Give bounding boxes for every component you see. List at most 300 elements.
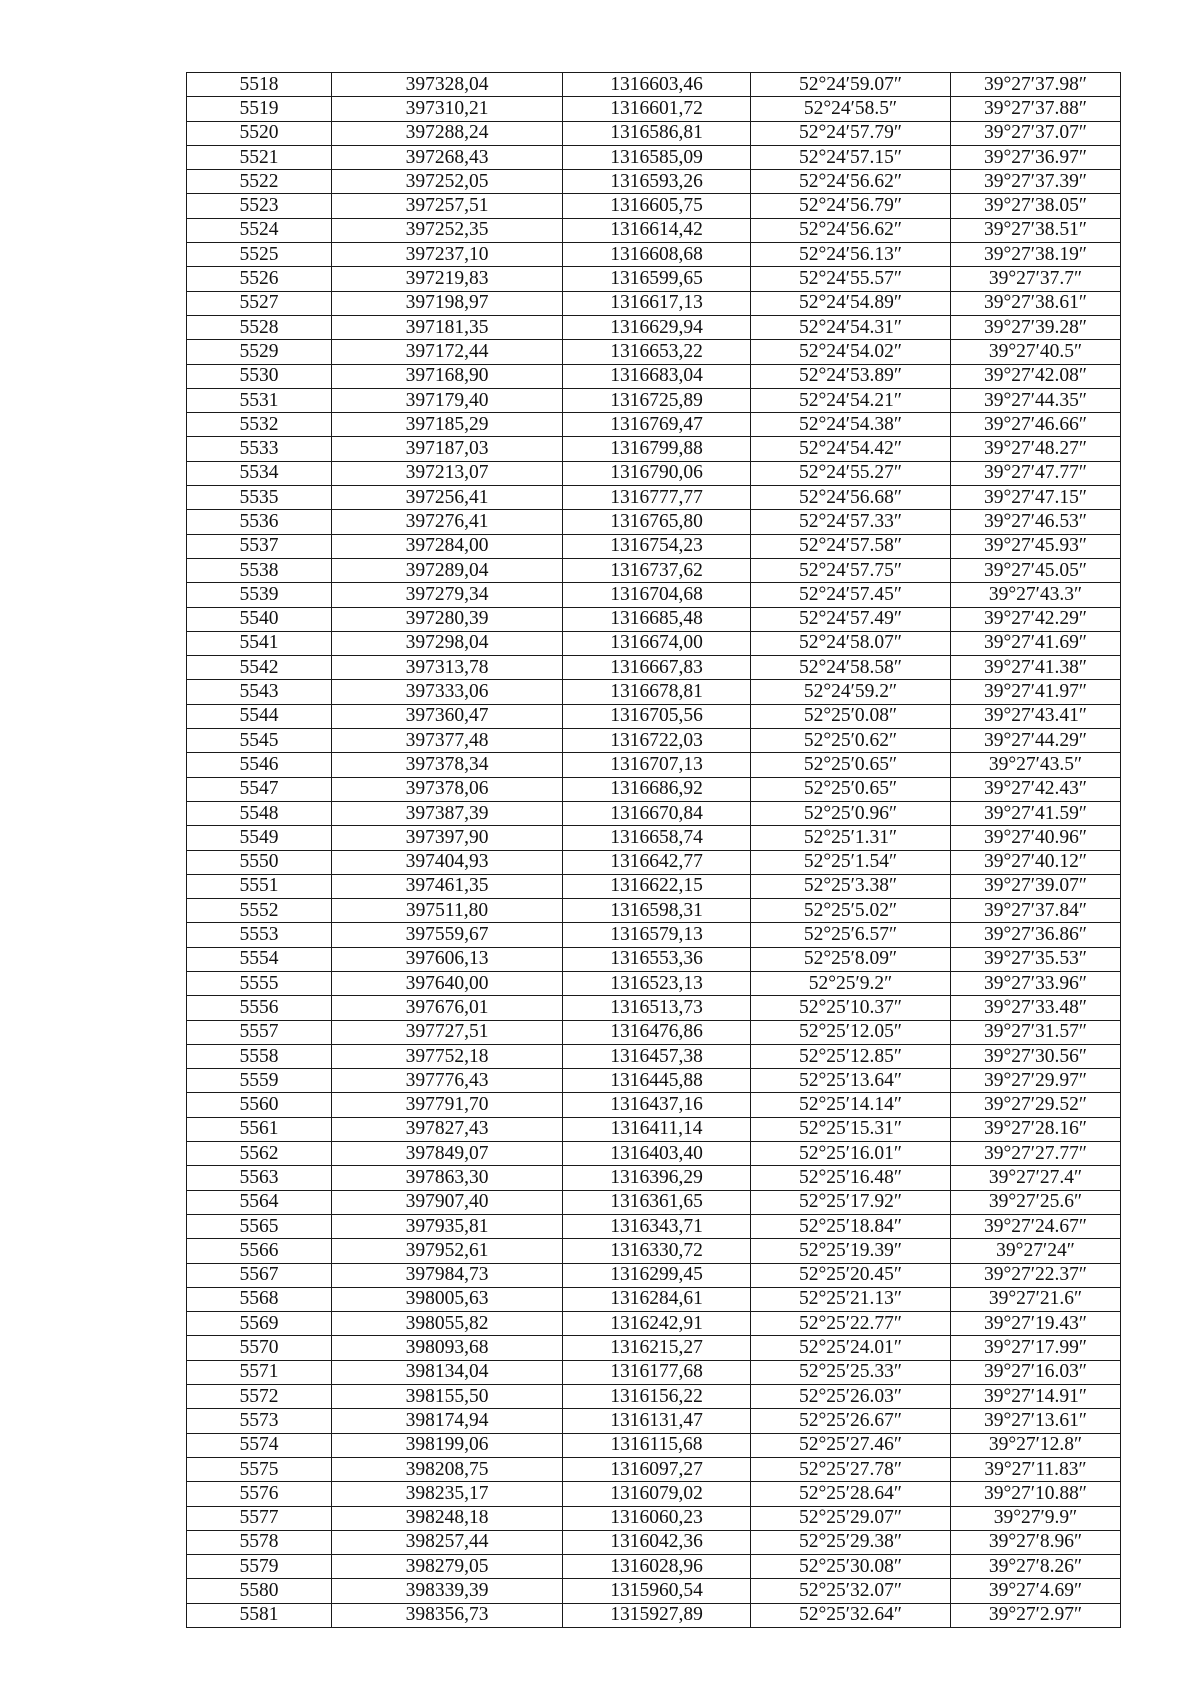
table-row	[187, 461, 1121, 485]
latitude-cell: 52°24′58.58″	[751, 656, 951, 680]
y-coordinate-cell: 1316670,84	[563, 801, 751, 825]
x-coordinate-cell: 398134,04	[332, 1360, 563, 1384]
table-row	[187, 996, 1121, 1020]
table-row	[187, 388, 1121, 412]
x-coordinate-cell: 397310,21	[332, 97, 563, 121]
latitude-cell: 52°24′55.57″	[751, 267, 951, 291]
point-number-cell: 5547	[187, 777, 332, 801]
y-coordinate-cell: 1316769,47	[563, 413, 751, 437]
longitude-cell: 39°27′25.6″	[951, 1190, 1121, 1214]
y-coordinate-cell: 1315960,54	[563, 1579, 751, 1603]
table-row	[187, 510, 1121, 534]
table-row	[187, 243, 1121, 267]
x-coordinate-cell: 397952,61	[332, 1239, 563, 1263]
latitude-cell: 52°25′26.03″	[751, 1385, 951, 1409]
longitude-cell: 39°27′9.9″	[951, 1506, 1121, 1530]
y-coordinate-cell: 1316614,42	[563, 218, 751, 242]
point-number-cell: 5573	[187, 1409, 332, 1433]
point-number-cell: 5545	[187, 729, 332, 753]
y-coordinate-cell: 1316725,89	[563, 388, 751, 412]
latitude-cell: 52°24′59.2″	[751, 680, 951, 704]
y-coordinate-cell: 1316177,68	[563, 1360, 751, 1384]
y-coordinate-cell: 1316754,23	[563, 534, 751, 558]
point-number-cell: 5554	[187, 947, 332, 971]
x-coordinate-cell: 397219,83	[332, 267, 563, 291]
point-number-cell: 5542	[187, 656, 332, 680]
x-coordinate-cell: 397377,48	[332, 729, 563, 753]
table-row	[187, 1457, 1121, 1481]
x-coordinate-cell: 397461,35	[332, 874, 563, 898]
point-number-cell: 5543	[187, 680, 332, 704]
longitude-cell: 39°27′30.56″	[951, 1044, 1121, 1068]
y-coordinate-cell: 1316403,40	[563, 1142, 751, 1166]
x-coordinate-cell: 397378,34	[332, 753, 563, 777]
y-coordinate-cell: 1316707,13	[563, 753, 751, 777]
point-number-cell: 5577	[187, 1506, 332, 1530]
x-coordinate-cell: 398339,39	[332, 1579, 563, 1603]
latitude-cell: 52°24′57.33″	[751, 510, 951, 534]
point-number-cell: 5574	[187, 1433, 332, 1457]
longitude-cell: 39°27′33.48″	[951, 996, 1121, 1020]
y-coordinate-cell: 1316678,81	[563, 680, 751, 704]
longitude-cell: 39°27′39.07″	[951, 874, 1121, 898]
table-row	[187, 145, 1121, 169]
latitude-cell: 52°25′0.65″	[751, 777, 951, 801]
x-coordinate-cell: 398208,75	[332, 1457, 563, 1481]
point-number-cell: 5566	[187, 1239, 332, 1263]
longitude-cell: 39°27′22.37″	[951, 1263, 1121, 1287]
table-row	[187, 729, 1121, 753]
longitude-cell: 39°27′40.5″	[951, 340, 1121, 364]
y-coordinate-cell: 1316667,83	[563, 656, 751, 680]
latitude-cell: 52°25′0.65″	[751, 753, 951, 777]
longitude-cell: 39°27′12.8″	[951, 1433, 1121, 1457]
y-coordinate-cell: 1316704,68	[563, 583, 751, 607]
table-row	[187, 364, 1121, 388]
x-coordinate-cell: 397168,90	[332, 364, 563, 388]
x-coordinate-cell: 397935,81	[332, 1214, 563, 1238]
x-coordinate-cell: 397360,47	[332, 704, 563, 728]
y-coordinate-cell: 1316737,62	[563, 558, 751, 582]
point-number-cell: 5540	[187, 607, 332, 631]
point-number-cell: 5572	[187, 1385, 332, 1409]
table-row	[187, 1020, 1121, 1044]
x-coordinate-cell: 397791,70	[332, 1093, 563, 1117]
latitude-cell: 52°24′54.02″	[751, 340, 951, 364]
longitude-cell: 39°27′48.27″	[951, 437, 1121, 461]
point-number-cell: 5525	[187, 243, 332, 267]
longitude-cell: 39°27′42.43″	[951, 777, 1121, 801]
point-number-cell: 5537	[187, 534, 332, 558]
point-number-cell: 5518	[187, 73, 332, 97]
longitude-cell: 39°27′13.61″	[951, 1409, 1121, 1433]
point-number-cell: 5528	[187, 315, 332, 339]
longitude-cell: 39°27′43.5″	[951, 753, 1121, 777]
longitude-cell: 39°27′47.77″	[951, 461, 1121, 485]
table-row	[187, 73, 1121, 97]
longitude-cell: 39°27′41.97″	[951, 680, 1121, 704]
x-coordinate-cell: 397676,01	[332, 996, 563, 1020]
latitude-cell: 52°25′19.39″	[751, 1239, 951, 1263]
latitude-cell: 52°25′0.08″	[751, 704, 951, 728]
latitude-cell: 52°25′3.38″	[751, 874, 951, 898]
table-row	[187, 558, 1121, 582]
table-row	[187, 1603, 1121, 1627]
y-coordinate-cell: 1316097,27	[563, 1457, 751, 1481]
table-row	[187, 267, 1121, 291]
latitude-cell: 52°25′24.01″	[751, 1336, 951, 1360]
x-coordinate-cell: 397559,67	[332, 923, 563, 947]
y-coordinate-cell: 1316683,04	[563, 364, 751, 388]
latitude-cell: 52°25′22.77″	[751, 1312, 951, 1336]
table-row	[187, 1069, 1121, 1093]
x-coordinate-cell: 398093,68	[332, 1336, 563, 1360]
table-row	[187, 680, 1121, 704]
table-row	[187, 1287, 1121, 1311]
x-coordinate-cell: 397333,06	[332, 680, 563, 704]
point-number-cell: 5556	[187, 996, 332, 1020]
longitude-cell: 39°27′37.07″	[951, 121, 1121, 145]
point-number-cell: 5555	[187, 971, 332, 995]
longitude-cell: 39°27′24.67″	[951, 1214, 1121, 1238]
y-coordinate-cell: 1316553,36	[563, 947, 751, 971]
longitude-cell: 39°27′37.84″	[951, 899, 1121, 923]
table-row	[187, 1239, 1121, 1263]
latitude-cell: 52°25′29.07″	[751, 1506, 951, 1530]
x-coordinate-cell: 397256,41	[332, 486, 563, 510]
point-number-cell: 5529	[187, 340, 332, 364]
y-coordinate-cell: 1316653,22	[563, 340, 751, 364]
longitude-cell: 39°27′47.15″	[951, 486, 1121, 510]
y-coordinate-cell: 1316476,86	[563, 1020, 751, 1044]
table-row	[187, 1530, 1121, 1554]
longitude-cell: 39°27′2.97″	[951, 1603, 1121, 1627]
y-coordinate-cell: 1316343,71	[563, 1214, 751, 1238]
point-number-cell: 5536	[187, 510, 332, 534]
y-coordinate-cell: 1316585,09	[563, 145, 751, 169]
longitude-cell: 39°27′40.12″	[951, 850, 1121, 874]
longitude-cell: 39°27′37.98″	[951, 73, 1121, 97]
y-coordinate-cell: 1316622,15	[563, 874, 751, 898]
table-row	[187, 704, 1121, 728]
longitude-cell: 39°27′39.28″	[951, 315, 1121, 339]
x-coordinate-cell: 397511,80	[332, 899, 563, 923]
point-number-cell: 5523	[187, 194, 332, 218]
table-row	[187, 534, 1121, 558]
x-coordinate-cell: 397404,93	[332, 850, 563, 874]
point-number-cell: 5538	[187, 558, 332, 582]
point-number-cell: 5526	[187, 267, 332, 291]
y-coordinate-cell: 1316799,88	[563, 437, 751, 461]
point-number-cell: 5576	[187, 1482, 332, 1506]
y-coordinate-cell: 1316605,75	[563, 194, 751, 218]
y-coordinate-cell: 1316028,96	[563, 1555, 751, 1579]
latitude-cell: 52°24′54.89″	[751, 291, 951, 315]
x-coordinate-cell: 397252,35	[332, 218, 563, 242]
latitude-cell: 52°24′57.58″	[751, 534, 951, 558]
x-coordinate-cell: 397984,73	[332, 1263, 563, 1287]
longitude-cell: 39°27′24″	[951, 1239, 1121, 1263]
latitude-cell: 52°24′57.49″	[751, 607, 951, 631]
point-number-cell: 5527	[187, 291, 332, 315]
table-row	[187, 1385, 1121, 1409]
longitude-cell: 39°27′38.19″	[951, 243, 1121, 267]
y-coordinate-cell: 1316523,13	[563, 971, 751, 995]
latitude-cell: 52°24′58.5″	[751, 97, 951, 121]
latitude-cell: 52°25′30.08″	[751, 1555, 951, 1579]
table-row	[187, 437, 1121, 461]
y-coordinate-cell: 1316457,38	[563, 1044, 751, 1068]
y-coordinate-cell: 1316131,47	[563, 1409, 751, 1433]
coordinates-page	[186, 72, 1120, 1628]
coordinates-table	[186, 72, 1121, 1628]
table-row	[187, 874, 1121, 898]
table-row	[187, 947, 1121, 971]
x-coordinate-cell: 397397,90	[332, 826, 563, 850]
table-row	[187, 486, 1121, 510]
longitude-cell: 39°27′36.86″	[951, 923, 1121, 947]
latitude-cell: 52°25′27.78″	[751, 1457, 951, 1481]
latitude-cell: 52°25′0.62″	[751, 729, 951, 753]
longitude-cell: 39°27′45.05″	[951, 558, 1121, 582]
y-coordinate-cell: 1316629,94	[563, 315, 751, 339]
x-coordinate-cell: 397257,51	[332, 194, 563, 218]
point-number-cell: 5546	[187, 753, 332, 777]
point-number-cell: 5551	[187, 874, 332, 898]
y-coordinate-cell: 1316790,06	[563, 461, 751, 485]
table-row	[187, 1579, 1121, 1603]
latitude-cell: 52°25′17.92″	[751, 1190, 951, 1214]
latitude-cell: 52°25′16.01″	[751, 1142, 951, 1166]
x-coordinate-cell: 398248,18	[332, 1506, 563, 1530]
latitude-cell: 52°24′57.75″	[751, 558, 951, 582]
table-row	[187, 1044, 1121, 1068]
x-coordinate-cell: 397172,44	[332, 340, 563, 364]
point-number-cell: 5570	[187, 1336, 332, 1360]
latitude-cell: 52°24′54.21″	[751, 388, 951, 412]
longitude-cell: 39°27′10.88″	[951, 1482, 1121, 1506]
latitude-cell: 52°25′1.31″	[751, 826, 951, 850]
point-number-cell: 5559	[187, 1069, 332, 1093]
y-coordinate-cell: 1316079,02	[563, 1482, 751, 1506]
y-coordinate-cell: 1316586,81	[563, 121, 751, 145]
longitude-cell: 39°27′11.83″	[951, 1457, 1121, 1481]
x-coordinate-cell: 397776,43	[332, 1069, 563, 1093]
latitude-cell: 52°24′54.38″	[751, 413, 951, 437]
y-coordinate-cell: 1316579,13	[563, 923, 751, 947]
latitude-cell: 52°24′57.45″	[751, 583, 951, 607]
table-row	[187, 631, 1121, 655]
table-row	[187, 899, 1121, 923]
y-coordinate-cell: 1316215,27	[563, 1336, 751, 1360]
x-coordinate-cell: 398155,50	[332, 1385, 563, 1409]
y-coordinate-cell: 1316330,72	[563, 1239, 751, 1263]
point-number-cell: 5544	[187, 704, 332, 728]
latitude-cell: 52°24′56.62″	[751, 218, 951, 242]
x-coordinate-cell: 397187,03	[332, 437, 563, 461]
y-coordinate-cell: 1316284,61	[563, 1287, 751, 1311]
table-row	[187, 413, 1121, 437]
point-number-cell: 5530	[187, 364, 332, 388]
point-number-cell: 5519	[187, 97, 332, 121]
point-number-cell: 5553	[187, 923, 332, 947]
table-row	[187, 826, 1121, 850]
x-coordinate-cell: 397237,10	[332, 243, 563, 267]
x-coordinate-cell: 398199,06	[332, 1433, 563, 1457]
point-number-cell: 5578	[187, 1530, 332, 1554]
table-row	[187, 583, 1121, 607]
longitude-cell: 39°27′19.43″	[951, 1312, 1121, 1336]
table-row	[187, 777, 1121, 801]
x-coordinate-cell: 397280,39	[332, 607, 563, 631]
table-row	[187, 801, 1121, 825]
y-coordinate-cell: 1316437,16	[563, 1093, 751, 1117]
point-number-cell: 5560	[187, 1093, 332, 1117]
latitude-cell: 52°25′26.67″	[751, 1409, 951, 1433]
table-row	[187, 1482, 1121, 1506]
point-number-cell: 5532	[187, 413, 332, 437]
point-number-cell: 5548	[187, 801, 332, 825]
y-coordinate-cell: 1316603,46	[563, 73, 751, 97]
latitude-cell: 52°24′56.13″	[751, 243, 951, 267]
latitude-cell: 52°24′57.79″	[751, 121, 951, 145]
latitude-cell: 52°24′53.89″	[751, 364, 951, 388]
longitude-cell: 39°27′27.4″	[951, 1166, 1121, 1190]
x-coordinate-cell: 397640,00	[332, 971, 563, 995]
latitude-cell: 52°25′28.64″	[751, 1482, 951, 1506]
table-row	[187, 1312, 1121, 1336]
longitude-cell: 39°27′41.38″	[951, 656, 1121, 680]
point-number-cell: 5581	[187, 1603, 332, 1627]
point-number-cell: 5564	[187, 1190, 332, 1214]
longitude-cell: 39°27′29.52″	[951, 1093, 1121, 1117]
table-row	[187, 1336, 1121, 1360]
longitude-cell: 39°27′42.29″	[951, 607, 1121, 631]
y-coordinate-cell: 1316658,74	[563, 826, 751, 850]
table-row	[187, 1117, 1121, 1141]
table-row	[187, 340, 1121, 364]
x-coordinate-cell: 398235,17	[332, 1482, 563, 1506]
point-number-cell: 5522	[187, 170, 332, 194]
x-coordinate-cell: 397849,07	[332, 1142, 563, 1166]
longitude-cell: 39°27′37.88″	[951, 97, 1121, 121]
table-row	[187, 194, 1121, 218]
latitude-cell: 52°24′59.07″	[751, 73, 951, 97]
x-coordinate-cell: 397181,35	[332, 315, 563, 339]
latitude-cell: 52°24′54.31″	[751, 315, 951, 339]
point-number-cell: 5568	[187, 1287, 332, 1311]
y-coordinate-cell: 1316642,77	[563, 850, 751, 874]
longitude-cell: 39°27′17.99″	[951, 1336, 1121, 1360]
y-coordinate-cell: 1316617,13	[563, 291, 751, 315]
x-coordinate-cell: 398257,44	[332, 1530, 563, 1554]
longitude-cell: 39°27′27.77″	[951, 1142, 1121, 1166]
table-row	[187, 1360, 1121, 1384]
longitude-cell: 39°27′42.08″	[951, 364, 1121, 388]
longitude-cell: 39°27′16.03″	[951, 1360, 1121, 1384]
longitude-cell: 39°27′38.05″	[951, 194, 1121, 218]
longitude-cell: 39°27′29.97″	[951, 1069, 1121, 1093]
y-coordinate-cell: 1316777,77	[563, 486, 751, 510]
longitude-cell: 39°27′28.16″	[951, 1117, 1121, 1141]
longitude-cell: 39°27′36.97″	[951, 145, 1121, 169]
table-row	[187, 656, 1121, 680]
y-coordinate-cell: 1315927,89	[563, 1603, 751, 1627]
longitude-cell: 39°27′37.39″	[951, 170, 1121, 194]
x-coordinate-cell: 397198,97	[332, 291, 563, 315]
longitude-cell: 39°27′38.61″	[951, 291, 1121, 315]
y-coordinate-cell: 1316685,48	[563, 607, 751, 631]
latitude-cell: 52°25′32.64″	[751, 1603, 951, 1627]
x-coordinate-cell: 398005,63	[332, 1287, 563, 1311]
table-row	[187, 1093, 1121, 1117]
y-coordinate-cell: 1316705,56	[563, 704, 751, 728]
x-coordinate-cell: 397387,39	[332, 801, 563, 825]
y-coordinate-cell: 1316299,45	[563, 1263, 751, 1287]
table-row	[187, 170, 1121, 194]
latitude-cell: 52°25′29.38″	[751, 1530, 951, 1554]
longitude-cell: 39°27′45.93″	[951, 534, 1121, 558]
x-coordinate-cell: 397213,07	[332, 461, 563, 485]
x-coordinate-cell: 398055,82	[332, 1312, 563, 1336]
point-number-cell: 5580	[187, 1579, 332, 1603]
coordinates-table-body	[187, 73, 1121, 1628]
latitude-cell: 52°25′12.85″	[751, 1044, 951, 1068]
table-row	[187, 121, 1121, 145]
y-coordinate-cell: 1316115,68	[563, 1433, 751, 1457]
y-coordinate-cell: 1316156,22	[563, 1385, 751, 1409]
point-number-cell: 5567	[187, 1263, 332, 1287]
y-coordinate-cell: 1316361,65	[563, 1190, 751, 1214]
y-coordinate-cell: 1316445,88	[563, 1069, 751, 1093]
longitude-cell: 39°27′8.26″	[951, 1555, 1121, 1579]
point-number-cell: 5558	[187, 1044, 332, 1068]
x-coordinate-cell: 397289,04	[332, 558, 563, 582]
latitude-cell: 52°25′14.14″	[751, 1093, 951, 1117]
x-coordinate-cell: 397252,05	[332, 170, 563, 194]
latitude-cell: 52°25′10.37″	[751, 996, 951, 1020]
table-row	[187, 1409, 1121, 1433]
x-coordinate-cell: 397863,30	[332, 1166, 563, 1190]
latitude-cell: 52°25′6.57″	[751, 923, 951, 947]
y-coordinate-cell: 1316686,92	[563, 777, 751, 801]
latitude-cell: 52°25′15.31″	[751, 1117, 951, 1141]
table-row	[187, 291, 1121, 315]
longitude-cell: 39°27′43.3″	[951, 583, 1121, 607]
point-number-cell: 5531	[187, 388, 332, 412]
latitude-cell: 52°25′25.33″	[751, 1360, 951, 1384]
x-coordinate-cell: 397752,18	[332, 1044, 563, 1068]
x-coordinate-cell: 397727,51	[332, 1020, 563, 1044]
y-coordinate-cell: 1316242,91	[563, 1312, 751, 1336]
point-number-cell: 5565	[187, 1214, 332, 1238]
point-number-cell: 5563	[187, 1166, 332, 1190]
y-coordinate-cell: 1316593,26	[563, 170, 751, 194]
y-coordinate-cell: 1316411,14	[563, 1117, 751, 1141]
x-coordinate-cell: 398279,05	[332, 1555, 563, 1579]
x-coordinate-cell: 397185,29	[332, 413, 563, 437]
y-coordinate-cell: 1316722,03	[563, 729, 751, 753]
latitude-cell: 52°25′0.96″	[751, 801, 951, 825]
latitude-cell: 52°25′21.13″	[751, 1287, 951, 1311]
latitude-cell: 52°25′9.2″	[751, 971, 951, 995]
x-coordinate-cell: 397606,13	[332, 947, 563, 971]
latitude-cell: 52°24′57.15″	[751, 145, 951, 169]
table-row	[187, 1506, 1121, 1530]
table-row	[187, 850, 1121, 874]
x-coordinate-cell: 397284,00	[332, 534, 563, 558]
latitude-cell: 52°25′5.02″	[751, 899, 951, 923]
